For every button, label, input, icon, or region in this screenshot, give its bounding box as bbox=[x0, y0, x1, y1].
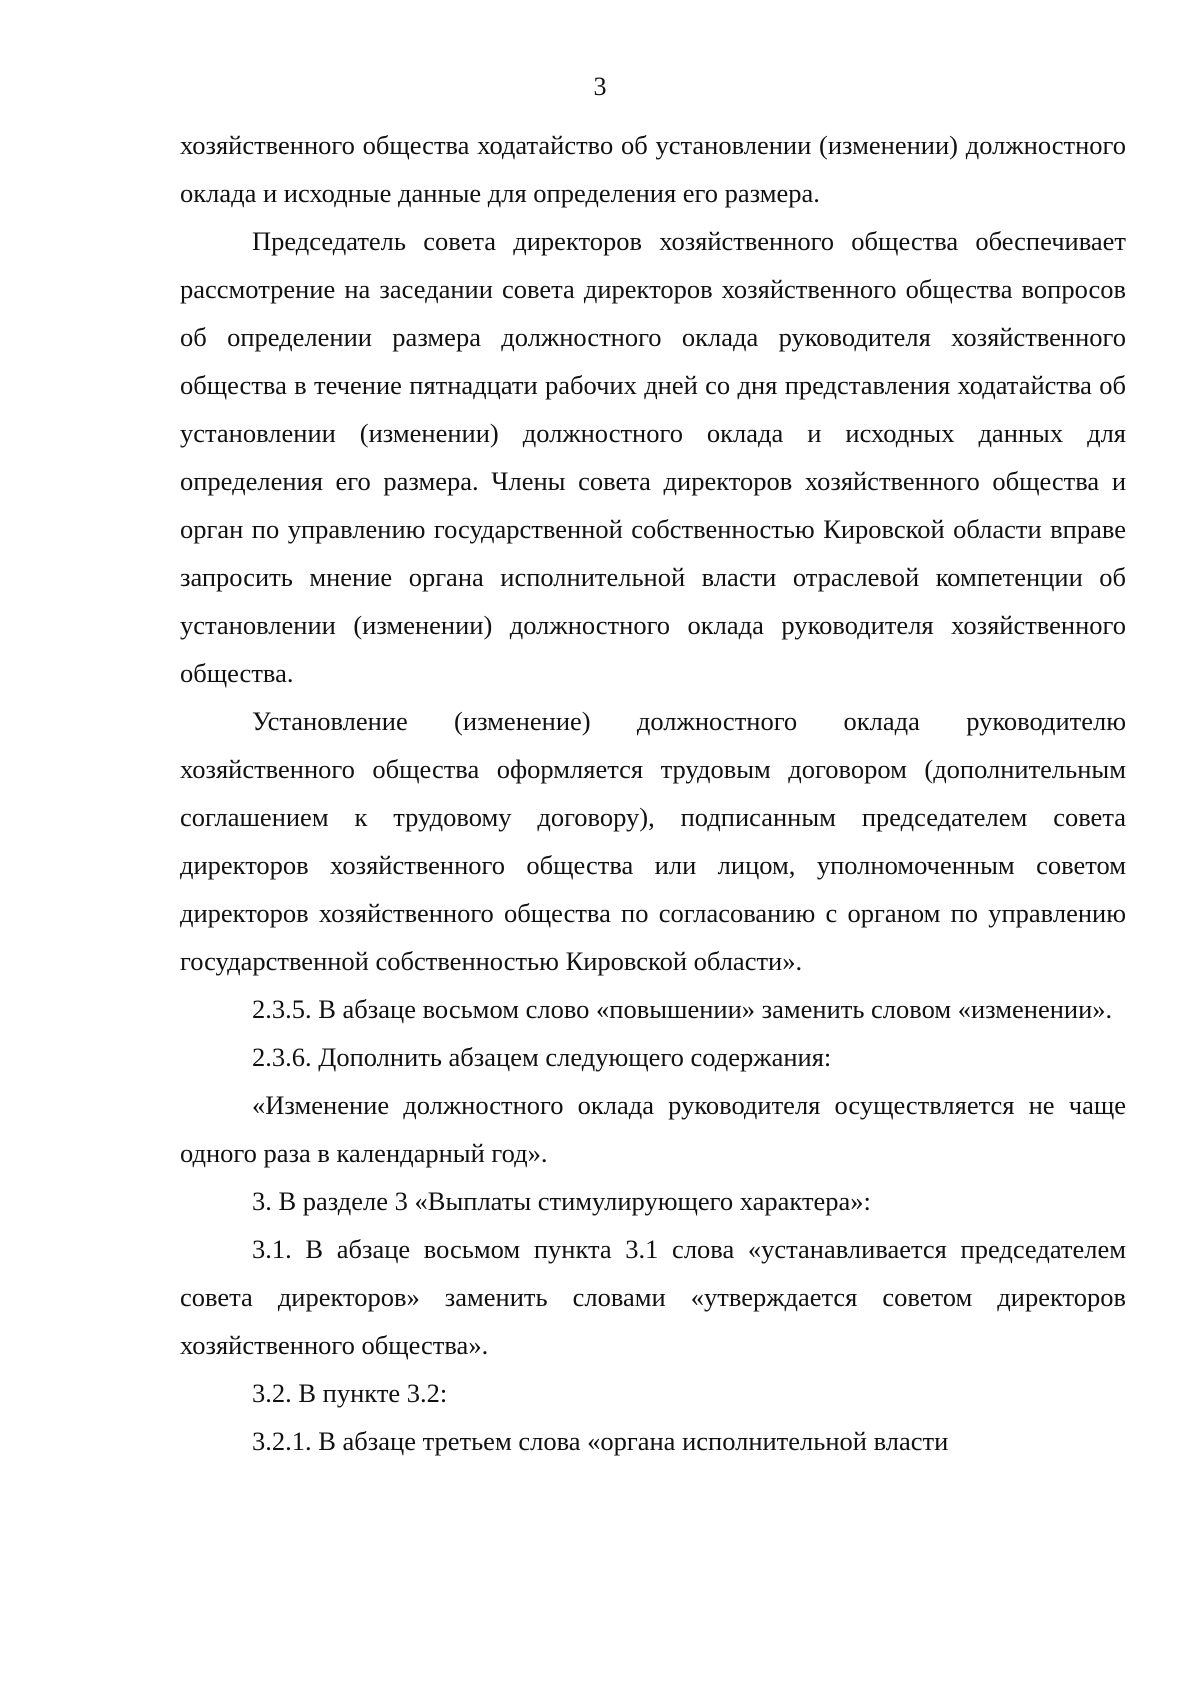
paragraph-1: хозяйственного общества ходатайство об установлении (изменении) должностного оклада и исходные данные для определения его размера. bbox=[180, 130, 1126, 208]
paragraph-8: 3.1. В абзаце восьмом пункта 3.1 слова «устанавливается председателем совета директоров» заменить словами «утверждается советом директоров хозяйственного общества». bbox=[180, 1234, 1126, 1360]
document-body bbox=[180, 121, 1126, 1465]
paragraph-3: Установление (изменение) должностного оклада руководителю хозяйственного общества оформляется трудовым договором (дополнительным соглашением к трудовому договору), подписанным председателем совета директоров хозяйственного общества или лицом, уполномоченным советом директоров хозяйственного общества по согласованию с органом по управлению государственной собственностью Кировской области». bbox=[180, 706, 1126, 976]
paragraph-6: «Изменение должностного оклада руководителя осуществляется не чаще одного раза в календарный год». bbox=[180, 1090, 1126, 1168]
paragraph-2: Председатель совета директоров хозяйственного общества обеспечивает рассмотрение на заседании совета директоров хозяйственного общества вопросов об определении размера должностного оклада руководителя хозяйственного общества в течение пятнадцати рабочих дней со дня представления ходатайства об установлении (изменении) должностного оклада и исходных данных для определения его размера. Члены совета директоров хозяйственного общества и орган по управлению государственной собственностью Кировской области вправе запросить мнение органа исполнительной власти отраслевой компетенции об установлении (изменении) должностного оклада руководителя хозяйственного общества. bbox=[180, 226, 1126, 688]
paragraph-5: 2.3.6. Дополнить абзацем следующего содержания: bbox=[252, 1042, 832, 1072]
paragraph-7: 3. В разделе 3 «Выплаты стимулирующего характера»: bbox=[252, 1186, 871, 1216]
paragraph-9: 3.2. В пункте 3.2: bbox=[252, 1378, 448, 1408]
page-number: 3 bbox=[593, 72, 607, 101]
paragraph-10: 3.2.1. В абзаце третьем слова «органа исполнительной власти bbox=[252, 1426, 949, 1456]
paragraph-4: 2.3.5. В абзаце восьмом слово «повышении» заменить словом «изменении». bbox=[252, 994, 1113, 1024]
